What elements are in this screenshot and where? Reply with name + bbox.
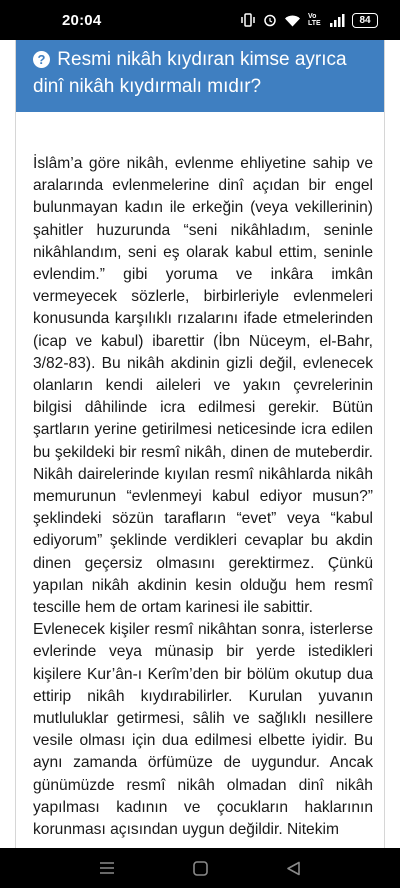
- status-bar: [0, 0, 400, 40]
- status-time: 20:04: [62, 11, 102, 29]
- vibrate-icon: [240, 13, 256, 27]
- question-header: [16, 40, 384, 112]
- wifi-icon: [284, 14, 301, 27]
- question-title: Resmi nikâh kıydıran kimse ayrıca dinî nikâh kıydırmalı mıdır?: [33, 49, 347, 97]
- answer-body: [16, 112, 384, 841]
- app-screen: [0, 40, 400, 848]
- network-label: Vo LTE: [308, 13, 321, 27]
- answer-paragraph: Evlenecek kişiler resmî nikâhtan sonra, isterlerse evlerinde veya münasip bir yerde istedikleri kişilere Kur’ân-ı Kerîm’den bir bölüm okutup dua ettirip nikâh kıydırabilirler. Kurulan yuvanın mutluluklar getirmesi, sâlih ve sağlıklı nesillere vesile olması için dua edilmesi elbette iyidir. Bu aynı zamanda örfümüze de uygundur. Ancak günümüzde resmî nikâh olmadan dinî nikâh yapılması kadının ve çocukların haklarının korunması açısından uygun değildir. Nitekim: [33, 621, 373, 839]
- back-triangle-icon[interactable]: [286, 861, 301, 876]
- alarm-icon: [263, 13, 277, 27]
- navigation-bar: [0, 848, 400, 888]
- menu-icon[interactable]: [99, 861, 115, 875]
- signal-icon: [329, 14, 345, 27]
- status-icons: [240, 13, 378, 28]
- question-circle-icon: ?: [33, 51, 50, 68]
- answer-paragraph: İslâm’a göre nikâh, evlenme ehliyetine sahip ve aralarında evlenmelerine dinî açıdan bir engel bulunmayan kadın ile erkeğin (veya vekillerinin) şahitler huzurunda “seni nikâhladım, seninle nikâhlandım, seni eş olarak kabul ettim, seninle evlendim.” gibi yoruma ve inkâra imkân vermeyecek sözlerle, birbirleriyle evlenmeleri konusunda karşılıklı rızalarını ifade etmelerinden (icap ve kabul) ibarettir (İbn Nüceym, el-Bahr, 3/82-83). Bu nikâh akdinin gizli değil, evlenecek olanların kendi aileleri ve yakın çevrelerinin bilgisi dâhilinde icra edilmesi gerekir. Bütün şartların yerine getirilmesi neticesinde icra edilen bu şekildeki bir resmî nikâh, dinen de muteberdir. Nikâh dairelerinde kıyılan resmî nikâhlarda nikâh memurunun “evlenmeyi kabul ediyor musun?” şeklindeki sözün tarafların “evet” veya “kabul ediyorum” şeklinde verdikleri cevaplar bu akdin dinen geçersiz olmasını gerektirmez. Çünkü yapılan nikâh akdinin kesin olduğu hem resmî tescille hem de ortam karinesi ile sabittir.: [33, 155, 373, 617]
- battery-indicator: 84: [352, 13, 378, 28]
- home-square-icon[interactable]: [193, 861, 208, 876]
- faq-card: [15, 40, 385, 848]
